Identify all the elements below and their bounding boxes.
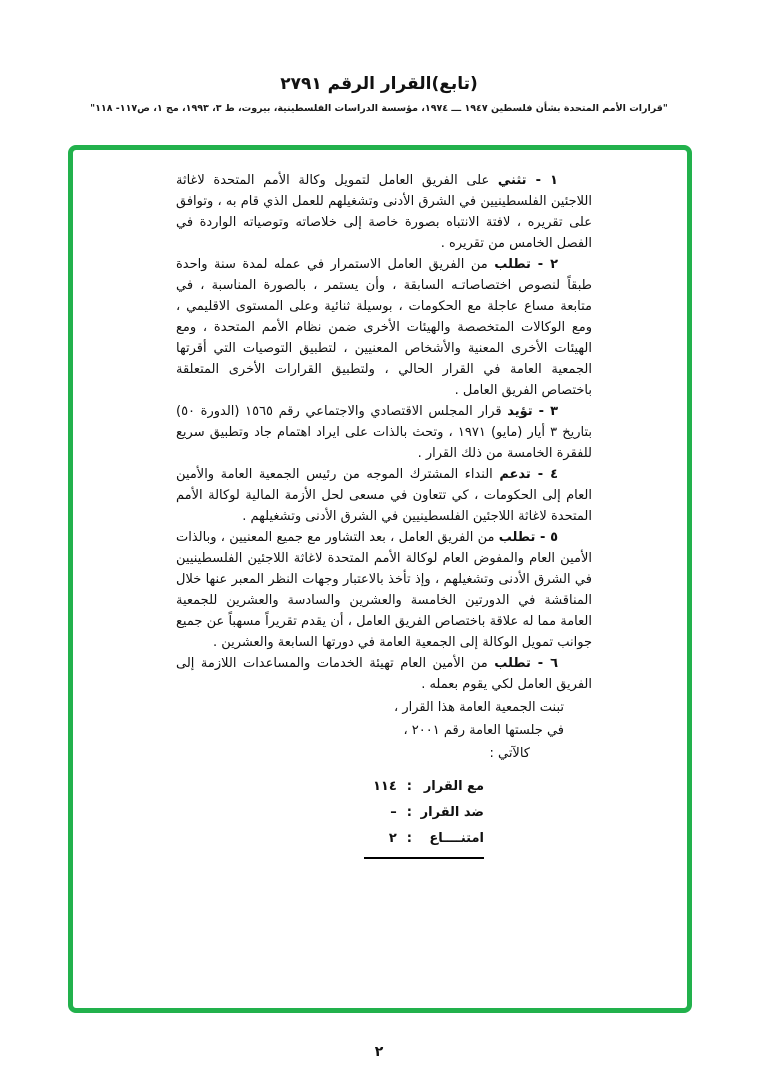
vote-value: ١١٤	[372, 779, 397, 794]
resolution-paragraph-4	[176, 464, 592, 527]
resolution-paragraph-3	[176, 401, 592, 464]
paragraph-lead: ١ - تثني	[497, 173, 558, 188]
adoption-line-3: كالآتي :	[489, 746, 530, 761]
resolution-paragraph-6	[176, 653, 592, 695]
adoption-line-1: تبنت الجمعية العامة هذا القرار ،	[394, 700, 564, 715]
paragraph-text: على الفريق العامل لتمويل وكالة الأمم المتحدة لاغاثة اللاجئين الفلسطينيين في الشرق الأدنى وتشغيلهم للعمل الذي قام به ، وتوافق على تقريره ، لافتة الانتباه بصورة خاصة إلى خلاصاته وتوصياته الواردة في الفصل الخامس من تقريره .	[176, 173, 592, 251]
paragraph-text: النداء المشترك الموجه من رئيس الجمعية العامة والأمين العام إلى الحكومات ، كي تتعاون في مسعى لحل الأزمة المالية لوكالة الأمم المتحدة لاغاثة اللاجئين الفلسطينيين في الشرق الأدنى وتشغيلهم .	[176, 467, 592, 524]
vote-label: ضد القرار	[420, 805, 484, 820]
paragraph-lead: ٢ - تطلب	[494, 257, 559, 272]
page-number: ٢	[374, 1044, 384, 1060]
resolution-body	[73, 150, 687, 859]
vote-label: امتنــــاع	[429, 831, 484, 846]
paragraph-text: قرار المجلس الاقتصادي والاجتماعي رقم ١٥٦٥ (الدورة ٥٠) بتاريخ ٣ أيار (مايو) ١٩٧١ ، وتحث بالذات على ايراد اهتمام جاد وتطبيق سريع للفقرة الخامسة من ذلك القرار .	[176, 404, 592, 461]
vote-label: مع القرار	[423, 779, 484, 794]
resolution-paragraph-1	[176, 170, 592, 254]
vote-colon: :	[406, 831, 412, 846]
resolution-paragraph-2	[176, 254, 592, 401]
resolution-paragraph-5	[176, 527, 592, 653]
vote-value: –	[390, 805, 397, 820]
vote-underline	[364, 857, 484, 859]
vote-row-against	[176, 800, 484, 826]
vote-row-abstain	[176, 826, 484, 852]
vote-row-for	[176, 774, 484, 800]
content-border-box	[68, 145, 692, 1013]
adoption-line-2: في جلستها العامة رقم ٢٠٠١ ،	[403, 723, 564, 738]
paragraph-lead: ٦ - تطلب	[494, 656, 558, 671]
paragraph-lead: ٣ - تؤيد	[507, 404, 558, 419]
paragraph-lead: ٤ - تدعم	[499, 467, 558, 482]
vote-colon: :	[406, 779, 412, 794]
citation: "قرارات الأمم المتحدة بشأن فلسطين ١٩٤٧ ـــ ١٩٧٤، مؤسسة الدراسات الفلسطينية، بيروت، ط ٣، ١٩٩٣، مج ١، ص١١٧- ١١٨"	[90, 103, 668, 114]
vote-colon: :	[406, 805, 412, 820]
paragraph-text: من الأمين العام تهيئة الخدمات والمساعدات اللازمة إلى الفريق العامل لكي يقوم بعمله .	[176, 656, 592, 692]
vote-value: ٢	[388, 831, 397, 846]
paragraph-text: من الفريق العامل ، بعد التشاور مع جميع المعنيين ، وبالذات الأمين العام والمفوض العام لوكالة الأمم المتحدة لاغاثة اللاجئين الفلسطينيين في الشرق الأدنى وتشغيلهم ، وإذ تأخذ بالاعتبار وجهات النظر المعبر عنها خلال المناقشة في الدورتين الخامسة والعشرين والسادسة والعشرين للجمعية العامة مما له علاقة باختصاص الفريق العامل ، أن يقدم تقريراً مسهباً عن جميع جوانب تمويل الوكالة إلى الجمعية العامة في دورتها السابعة والعشرين .	[176, 530, 592, 650]
paragraph-text: من الفريق العامل الاستمرار في عمله لمدة سنة واحدة طبقاً لنصوص اختصاصاتـه السابقة ، وأن يستمر ، بالصورة المناسبة ، في متابعة مساع عاجلة مع الحكومات ، بوسيلة ثنائية وعلى المستوى الاقليمي ، ومع الوكالات المتخصصة والهيئات الأخرى ضمن نظام الأمم المتحدة ، ومع الهيئات الأخرى المعنية والأشخاص المعنيين ، لتطبيق التوصيات التي أقرتها الجمعية العامة في القرار الحالي ، ولتطبيق القرارات الأخرى المتعلقة باختصاص الفريق العامل .	[176, 257, 592, 398]
document-header	[0, 74, 758, 114]
page-title: (تابع)القرار الرقم ٢٧٩١	[280, 74, 478, 94]
vote-tally	[176, 774, 592, 859]
paragraph-lead: ٥ - تطلب	[498, 530, 559, 545]
